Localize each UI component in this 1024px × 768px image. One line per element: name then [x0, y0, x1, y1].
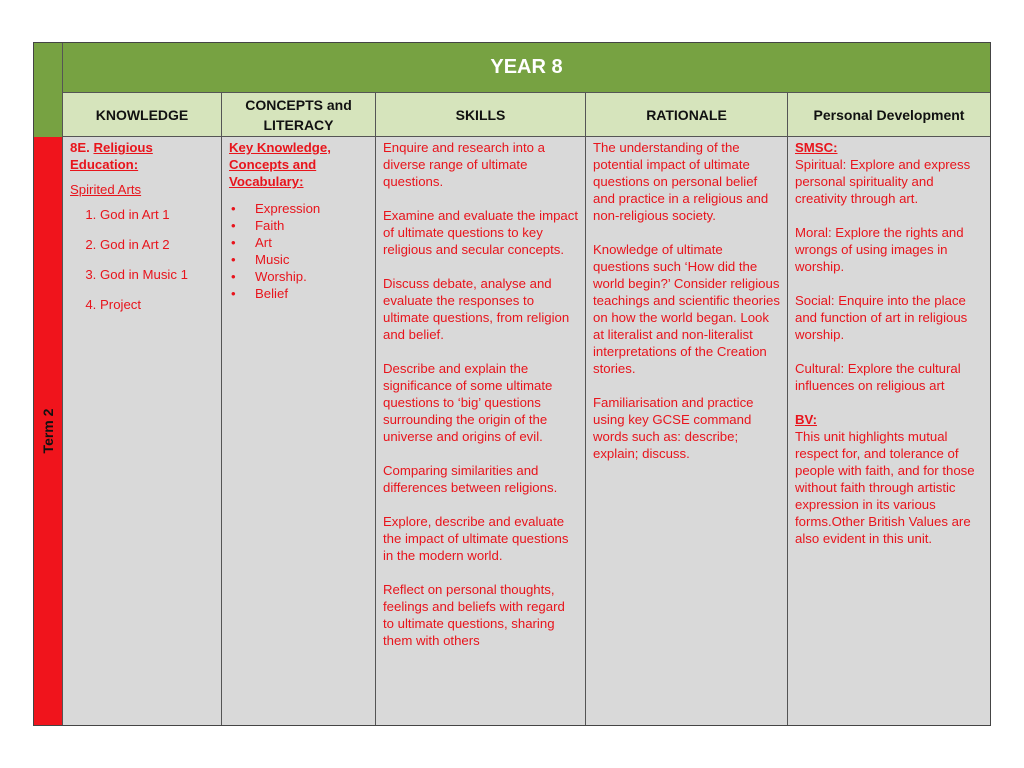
rationale-paragraph: The understanding of the potential impact of ultimate questions on personal belief and practice in a religious and non-religious society. — [593, 140, 769, 223]
list-item: • Art — [255, 234, 368, 251]
list-item: 2. God in Art 2 — [100, 236, 214, 253]
bv-text: This unit highlights mutual respect for, and tolerance of people with faith, and for those without faith through artistic expression in its various forms.Other British Values are also evident in this unit. — [795, 429, 975, 546]
skill-paragraph: Describe and explain the significance of some ultimate questions to ‘big’ questions surrounding the origin of the universe and origins of evil. — [383, 361, 553, 444]
list-item: • Music — [255, 251, 368, 268]
bv-heading: BV: — [795, 412, 817, 427]
concepts-heading: Key Knowledge, Concepts and Vocabulary: — [229, 140, 331, 189]
left-strip-header — [34, 43, 63, 137]
list-item: 3. God in Music 1 — [100, 266, 214, 283]
rationale-cell — [586, 137, 788, 725]
header-personal-development: Personal Development — [813, 106, 965, 123]
body-row — [63, 137, 990, 725]
skills-cell — [376, 137, 586, 725]
rationale-paragraph: Familiarisation and practice using key GCSE command words such as: describe; explain; discuss. — [593, 395, 754, 461]
spiritual-text: Spiritual: Explore and express personal spirituality and creativity through art. — [795, 157, 971, 206]
header-concepts: CONCEPTS and LITERACY — [222, 93, 376, 136]
list-item: 1. God in Art 1 — [100, 206, 214, 223]
rationale-paragraph: Knowledge of ultimate questions such ‘How did the world begin?’ Consider religious teachings and scientific theories on how the world began. Look at literalist and non-literalist interpretations of the Creation stories. — [593, 242, 780, 376]
knowledge-cell — [63, 137, 222, 725]
skill-paragraph: Examine and evaluate the impact of ultimate questions to key religious and secular concepts. — [383, 208, 578, 257]
knowledge-subject: Religious Education: — [70, 140, 153, 172]
skill-paragraph: Reflect on personal thoughts, feelings and beliefs with regard to ultimate questions, sharing them with others — [383, 582, 565, 648]
concepts-list — [229, 200, 368, 302]
moral-text: Moral: Explore the rights and wrongs of using images in worship. — [795, 225, 964, 274]
concepts-cell — [222, 137, 376, 725]
header-row — [63, 93, 990, 137]
header-skills: SKILLS — [376, 93, 586, 136]
header-rationale: RATIONALE — [586, 93, 788, 136]
list-item: • Faith — [255, 217, 368, 234]
term-label: Term 2 — [40, 408, 56, 454]
term-strip — [34, 137, 63, 725]
knowledge-title — [70, 139, 214, 173]
personal-development-cell — [788, 137, 990, 725]
list-item: • Worship. — [255, 268, 368, 285]
social-text: Social: Enquire into the place and function of art in religious worship. — [795, 293, 968, 342]
curriculum-table — [33, 42, 991, 726]
smsc-heading: SMSC: — [795, 140, 838, 155]
header-knowledge: KNOWLEDGE — [63, 93, 222, 136]
knowledge-list — [70, 206, 214, 313]
cultural-text: Cultural: Explore the cultural influences on religious art — [795, 361, 961, 393]
skill-paragraph: Explore, describe and evaluate the impact of ultimate questions in the modern world. — [383, 514, 569, 563]
year-title: YEAR 8 — [63, 43, 990, 93]
list-item: • Expression — [255, 200, 368, 217]
knowledge-unit: Spirited Arts — [70, 182, 142, 197]
skill-paragraph: Comparing similarities and differences between religions. — [383, 463, 558, 495]
knowledge-code: 8E. — [70, 140, 90, 155]
list-item: 4. Project — [100, 296, 214, 313]
skill-paragraph: Enquire and research into a diverse range of ultimate questions. — [383, 140, 546, 189]
list-item: • Belief — [255, 285, 368, 302]
skill-paragraph: Discuss debate, analyse and evaluate the responses to ultimate questions, from religion and belief. — [383, 276, 570, 342]
